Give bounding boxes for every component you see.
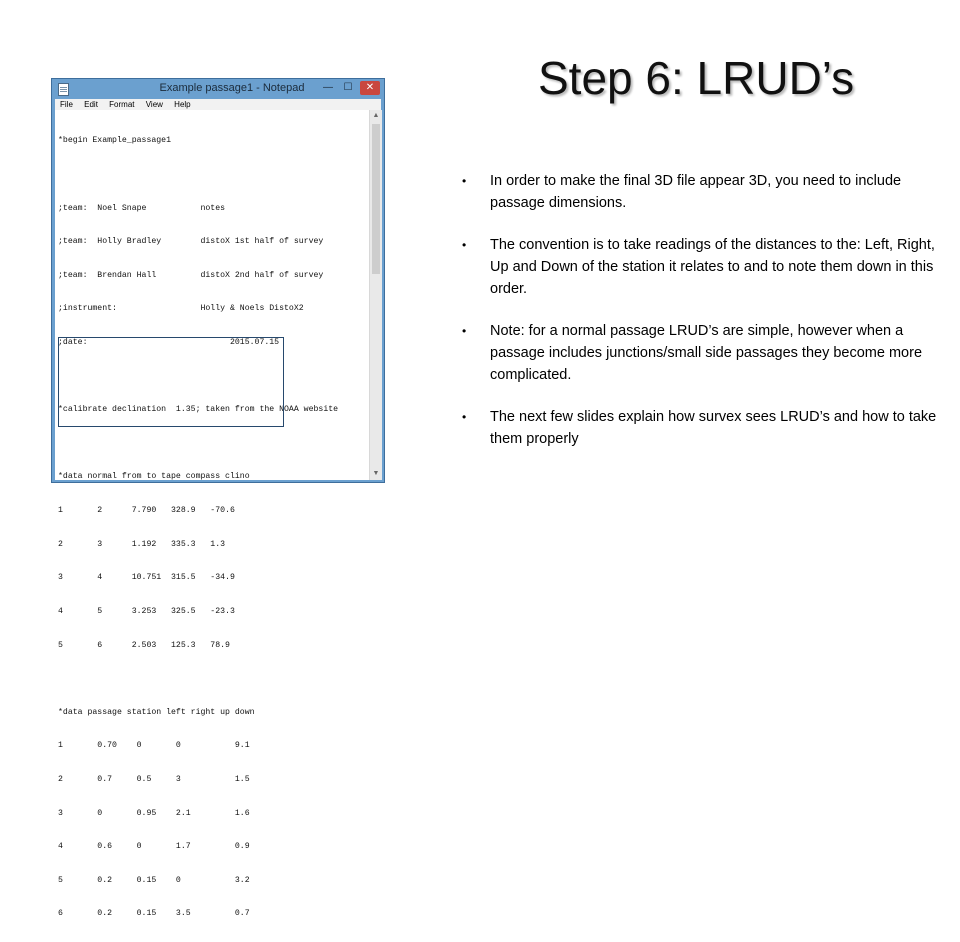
- scroll-up-icon[interactable]: ▲: [372, 112, 380, 119]
- close-button[interactable]: ✕: [360, 81, 380, 95]
- lrud-highlight-box: [58, 337, 284, 427]
- menu-file[interactable]: File: [60, 100, 73, 109]
- bullet-text: Note: for a normal passage LRUD’s are simple, however when a passage includes junctions/small side passages they become more complicated.: [490, 323, 923, 383]
- text-line: 2 3 1.192 335.3 1.3: [58, 539, 226, 549]
- text-line: *data passage station left right up down: [58, 707, 255, 717]
- text-line: ;instrument: Holly & Noels DistoX2: [58, 304, 304, 314]
- text-line: 5 6 2.503 125.3 78.9: [58, 640, 230, 650]
- text-line: 4 0.6 0 1.7 0.9: [58, 842, 250, 852]
- text-line: *begin Example_passage1: [58, 136, 172, 146]
- text-line: *calibrate declination 1.35; taken from the NOAA website: [58, 405, 339, 415]
- file-text: [58, 113, 338, 942]
- text-line: ;date: 2015.07.15: [58, 338, 280, 348]
- text-line: *data normal from to tape compass clino: [58, 472, 250, 482]
- window-titlebar[interactable]: [52, 79, 384, 99]
- menu-help[interactable]: Help: [174, 100, 191, 109]
- bullet-item: [462, 170, 952, 214]
- bullet-text: In order to make the final 3D file appear 3D, you need to include passage dimensions.: [490, 173, 902, 211]
- text-line: 3 4 10.751 315.5 -34.9: [58, 573, 235, 583]
- maximize-button[interactable]: ☐: [343, 82, 353, 93]
- notepad-icon: [58, 83, 69, 96]
- bullet-item: [462, 406, 952, 450]
- menu-bar: [55, 99, 381, 110]
- scrollbar-thumb[interactable]: [372, 124, 380, 274]
- window-title: Example passage1 - Notepad: [159, 82, 305, 94]
- vertical-scrollbar[interactable]: [369, 110, 382, 480]
- text-line: 5 0.2 0.15 0 3.2: [58, 875, 250, 885]
- text-line: 1 2 7.790 328.9 -70.6: [58, 506, 235, 516]
- text-line: ;team: Brendan Hall distoX 2nd half of survey: [58, 270, 324, 280]
- text-line: 3 0 0.95 2.1 1.6: [58, 808, 250, 818]
- bullet-text: The next few slides explain how survex sees LRUD’s and how to take them properly: [490, 409, 937, 447]
- bullet-dot: •: [462, 174, 467, 188]
- bullet-dot: •: [462, 324, 467, 338]
- menu-format[interactable]: Format: [109, 100, 135, 109]
- bullet-dot: •: [462, 238, 467, 252]
- menu-view[interactable]: View: [145, 100, 163, 109]
- notepad-window: [51, 78, 385, 919]
- text-line: ;team: Holly Bradley distoX 1st half of survey: [58, 237, 324, 247]
- text-editor[interactable]: [55, 110, 381, 919]
- menu-edit[interactable]: Edit: [84, 100, 98, 109]
- minimize-button[interactable]: —: [323, 82, 333, 93]
- text-line: 6 0.2 0.15 3.5 0.7: [58, 909, 250, 919]
- slide-title: Step 6: LRUD’s: [538, 52, 855, 104]
- text-line: 2 0.7 0.5 3 1.5: [58, 774, 250, 784]
- bullet-text: The convention is to take readings of the distances to the: Left, Right, Up and Down of the station it relates to and to note them down in this order.: [490, 237, 935, 297]
- bullet-dot: •: [462, 410, 467, 424]
- scroll-down-icon[interactable]: ▼: [372, 470, 380, 477]
- text-line: 1 0.70 0 0 9.1: [58, 741, 250, 751]
- text-line: 4 5 3.253 325.5 -23.3: [58, 606, 235, 616]
- text-line: ;team: Noel Snape notes: [58, 203, 226, 213]
- bullet-item: [462, 234, 952, 300]
- bullet-item: [462, 320, 952, 386]
- bullet-list: [462, 170, 952, 450]
